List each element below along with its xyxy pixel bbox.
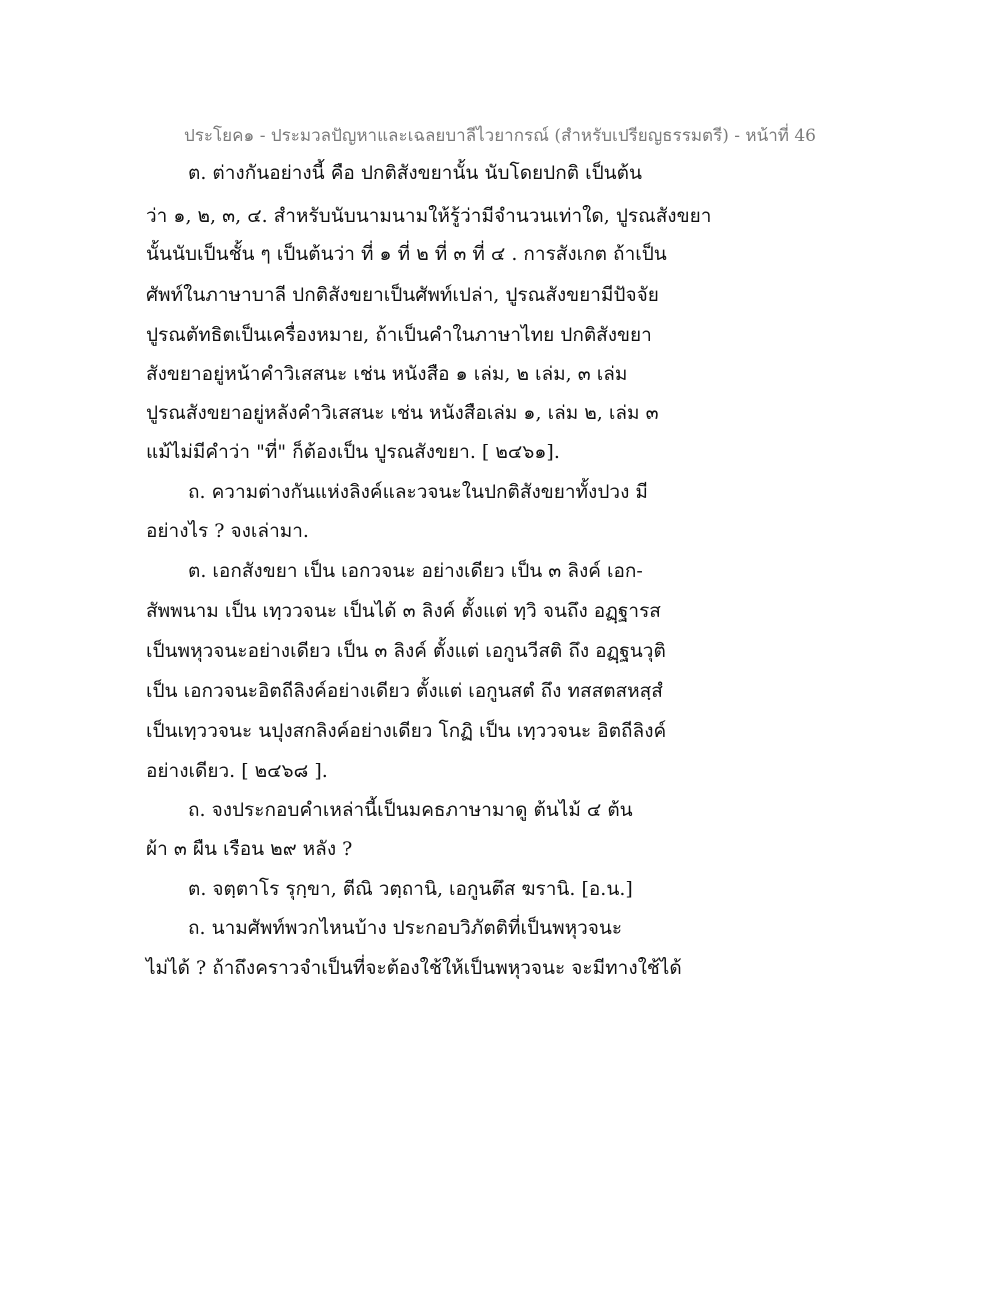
text-line: แม้ไม่มีคำว่า "ที่" ก็ต้องเป็น ปูรณสังขยา. [ ๒๔๖๑]. <box>146 441 560 463</box>
text-line: ปูรณสังขยาอยู่หลังคำวิเสสนะ เช่น หนังสือเล่ม ๑, เล่ม ๒, เล่ม ๓ <box>146 402 659 424</box>
text-line: เป็น เอกวจนะอิตถีลิงค์อย่างเดียว ตั้งแต่ เอกูนสตํ ถึง ทสสตสหสฺสํ <box>146 680 663 702</box>
text-line: ถ. นามศัพท์พวกไหนบ้าง ประกอบวิภัตติที่เป็นพหุวจนะ <box>188 917 623 939</box>
text-line: นั้นนับเป็นชั้น ๆ เป็นต้นว่า ที่ ๑ ที่ ๒ ที่ ๓ ที่ ๔ . การสังเกต ถ้าเป็น <box>146 243 667 265</box>
text-line: ผ้า ๓ ผืน เรือน ๒๙ หลัง ? <box>146 838 353 860</box>
text-line: ถ. ความต่างกันแห่งลิงค์และวจนะในปกติสังขยาทั้งปวง มี <box>188 481 648 503</box>
text-line: ว่า ๑, ๒, ๓, ๔. สำหรับนับนามนามให้รู้ว่ามีจำนวนเท่าใด, ปูรณสังขยา <box>146 205 712 227</box>
text-line: ต. ต่างกันอย่างนี้ คือ ปกติสังขยานั้น นับโดยปกติ เป็นต้น <box>188 162 642 184</box>
text-line: อย่างไร ? จงเล่ามา. <box>146 520 309 542</box>
text-line: อย่างเดียว. [ ๒๔๖๘ ]. <box>146 760 328 782</box>
text-line: ถ. จงประกอบคำเหล่านี้เป็นมคธภาษามาดู ต้นไม้ ๔ ต้น <box>188 799 633 821</box>
text-line: ต. เอกสังขยา เป็น เอกวจนะ อย่างเดียว เป็น ๓ ลิงค์ เอก- <box>188 560 643 582</box>
text-line: เป็นเทฺววจนะ นปุงสกลิงค์อย่างเดียว โกฏิ เป็น เทฺววจนะ อิตถีลิงค์ <box>146 720 667 742</box>
text-line: สัพพนาม เป็น เทฺววจนะ เป็นได้ ๓ ลิงค์ ตั้งแต่ ทฺวิ จนถึง อฏฺฐารส <box>146 600 661 622</box>
text-line: เป็นพหุวจนะอย่างเดียว เป็น ๓ ลิงค์ ตั้งแต่ เอกูนวีสติ ถึง อฏฺฐนวุติ <box>146 640 666 662</box>
page-header: ประโยค๑ - ประมวลปัญหาและเฉลยบาลีไวยากรณ์ (สำหรับเปรียญธรรมตรี) - หน้าที่ 46 <box>183 126 816 146</box>
text-line: ต. จตฺตาโร รุกฺขา, ตีณิ วตฺถานิ, เอกูนตึส ฆรานิ. [อ.น.] <box>188 878 633 900</box>
text-line: ปูรณตัทธิตเป็นเครื่องหมาย, ถ้าเป็นคำในภาษาไทย ปกติสังขยา <box>146 324 652 346</box>
text-line: สังขยาอยู่หน้าคำวิเสสนะ เช่น หนังสือ ๑ เล่ม, ๒ เล่ม, ๓ เล่ม <box>146 363 628 385</box>
text-line: ศัพท์ในภาษาบาลี ปกติสังขยาเป็นศัพท์เปล่า, ปูรณสังขยามีปัจจัย <box>146 284 659 306</box>
text-line: ไม่ได้ ? ถ้าถึงคราวจำเป็นที่จะต้องใช้ให้เป็นพหุวจนะ จะมีทางใช้ได้ <box>146 957 682 979</box>
